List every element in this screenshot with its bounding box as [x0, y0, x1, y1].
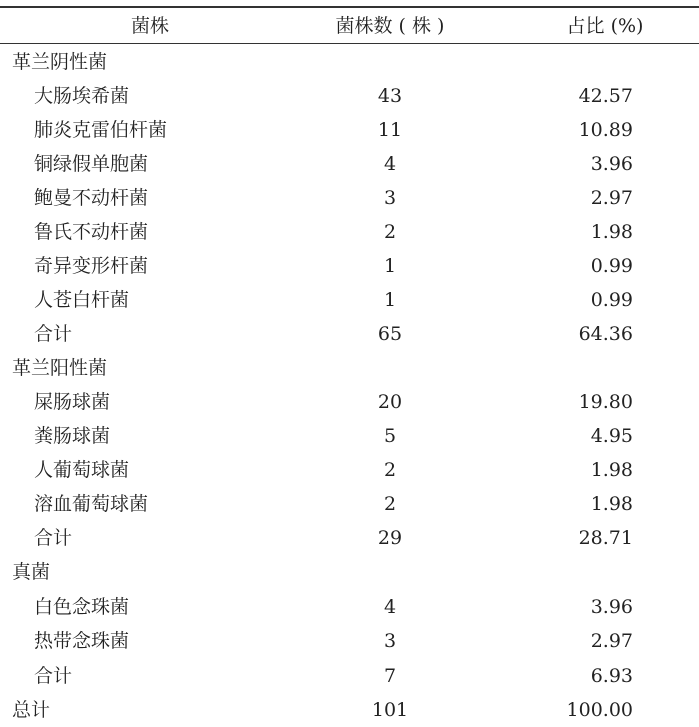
strain-name: 肺炎克雷伯杆菌: [34, 119, 168, 141]
strain-count: 1: [383, 255, 397, 277]
strain-name: 溶血葡萄球菌: [34, 493, 149, 515]
group-title-row: [0, 555, 699, 589]
subtotal-label: 合计: [34, 665, 73, 687]
strain-percentage: 10.89: [578, 119, 633, 141]
strain-percentage: 0.99: [590, 289, 633, 311]
table-row: [0, 147, 699, 181]
table-row: [0, 79, 699, 113]
table-header-row: [0, 9, 699, 43]
strain-name: 粪肠球菌: [34, 425, 111, 447]
subtotal-row: [0, 317, 699, 351]
table-row: [0, 419, 699, 453]
strain-count: 3: [383, 630, 397, 652]
strain-count: 4: [383, 153, 397, 175]
table-row: [0, 249, 699, 283]
subtotal-label: 合计: [34, 527, 73, 549]
header-percentage: 占比 (%): [566, 15, 644, 37]
strain-name: 人苍白杆菌: [34, 289, 130, 311]
strain-percentage: 2.97: [590, 187, 633, 209]
strain-percentage: 1.98: [590, 459, 633, 481]
strain-count: 1: [383, 289, 397, 311]
group-title-row: [0, 351, 699, 385]
strain-count: 2: [383, 493, 397, 515]
strain-percentage: 1.98: [590, 493, 633, 515]
group-title: 真菌: [12, 561, 51, 583]
table-row: [0, 283, 699, 317]
strain-count: 4: [383, 596, 397, 618]
header-strain-count: 菌株数 ( 株 ): [335, 15, 445, 37]
strain-count: 5: [383, 425, 397, 447]
subtotal-count: 7: [383, 665, 397, 687]
total-row: [0, 693, 699, 727]
strain-percentage: 3.96: [590, 153, 633, 175]
strain-name: 奇异变形杆菌: [34, 255, 149, 277]
group-title: 革兰阳性菌: [12, 357, 108, 379]
table-row: [0, 113, 699, 147]
table-row: [0, 453, 699, 487]
strain-percentage: 19.80: [578, 391, 633, 413]
table-row: [0, 385, 699, 419]
table-row: [0, 624, 699, 658]
subtotal-percentage: 28.71: [578, 527, 633, 549]
table-top-rule: [0, 6, 699, 8]
table-row: [0, 181, 699, 215]
strain-count: 3: [383, 187, 397, 209]
subtotal-count: 65: [377, 323, 403, 345]
group-title: 革兰阴性菌: [12, 51, 108, 73]
strain-name: 屎肠球菌: [34, 391, 111, 413]
strain-name: 热带念珠菌: [34, 630, 130, 652]
strain-name: 大肠埃希菌: [34, 85, 130, 107]
strain-count: 11: [377, 119, 403, 141]
strain-percentage: 2.97: [590, 630, 633, 652]
subtotal-count: 29: [377, 527, 403, 549]
subtotal-row: [0, 659, 699, 693]
strain-count: 43: [377, 85, 403, 107]
strain-count: 2: [383, 221, 397, 243]
table-row: [0, 590, 699, 624]
group-title-row: [0, 45, 699, 79]
subtotal-row: [0, 521, 699, 555]
total-label: 总计: [12, 699, 51, 721]
table-row: [0, 487, 699, 521]
strain-name: 铜绿假单胞菌: [34, 153, 149, 175]
table-header-rule: [0, 43, 699, 44]
strain-name: 白色念珠菌: [34, 596, 130, 618]
strain-percentage: 3.96: [590, 596, 633, 618]
header-strain: 菌株: [130, 15, 169, 37]
strain-percentage: 4.95: [590, 425, 633, 447]
subtotal-label: 合计: [34, 323, 73, 345]
subtotal-percentage: 64.36: [578, 323, 633, 345]
table-row: [0, 215, 699, 249]
strain-name: 鲍曼不动杆菌: [34, 187, 149, 209]
strain-count: 2: [383, 459, 397, 481]
strain-percentage: 0.99: [590, 255, 633, 277]
subtotal-percentage: 6.93: [590, 665, 633, 687]
total-percentage: 100.00: [566, 699, 633, 721]
strain-percentage: 1.98: [590, 221, 633, 243]
strain-percentage: 42.57: [578, 85, 633, 107]
total-count: 101: [371, 699, 409, 721]
strain-name: 鲁氏不动杆菌: [34, 221, 149, 243]
strain-name: 人葡萄球菌: [34, 459, 130, 481]
strain-count: 20: [377, 391, 403, 413]
